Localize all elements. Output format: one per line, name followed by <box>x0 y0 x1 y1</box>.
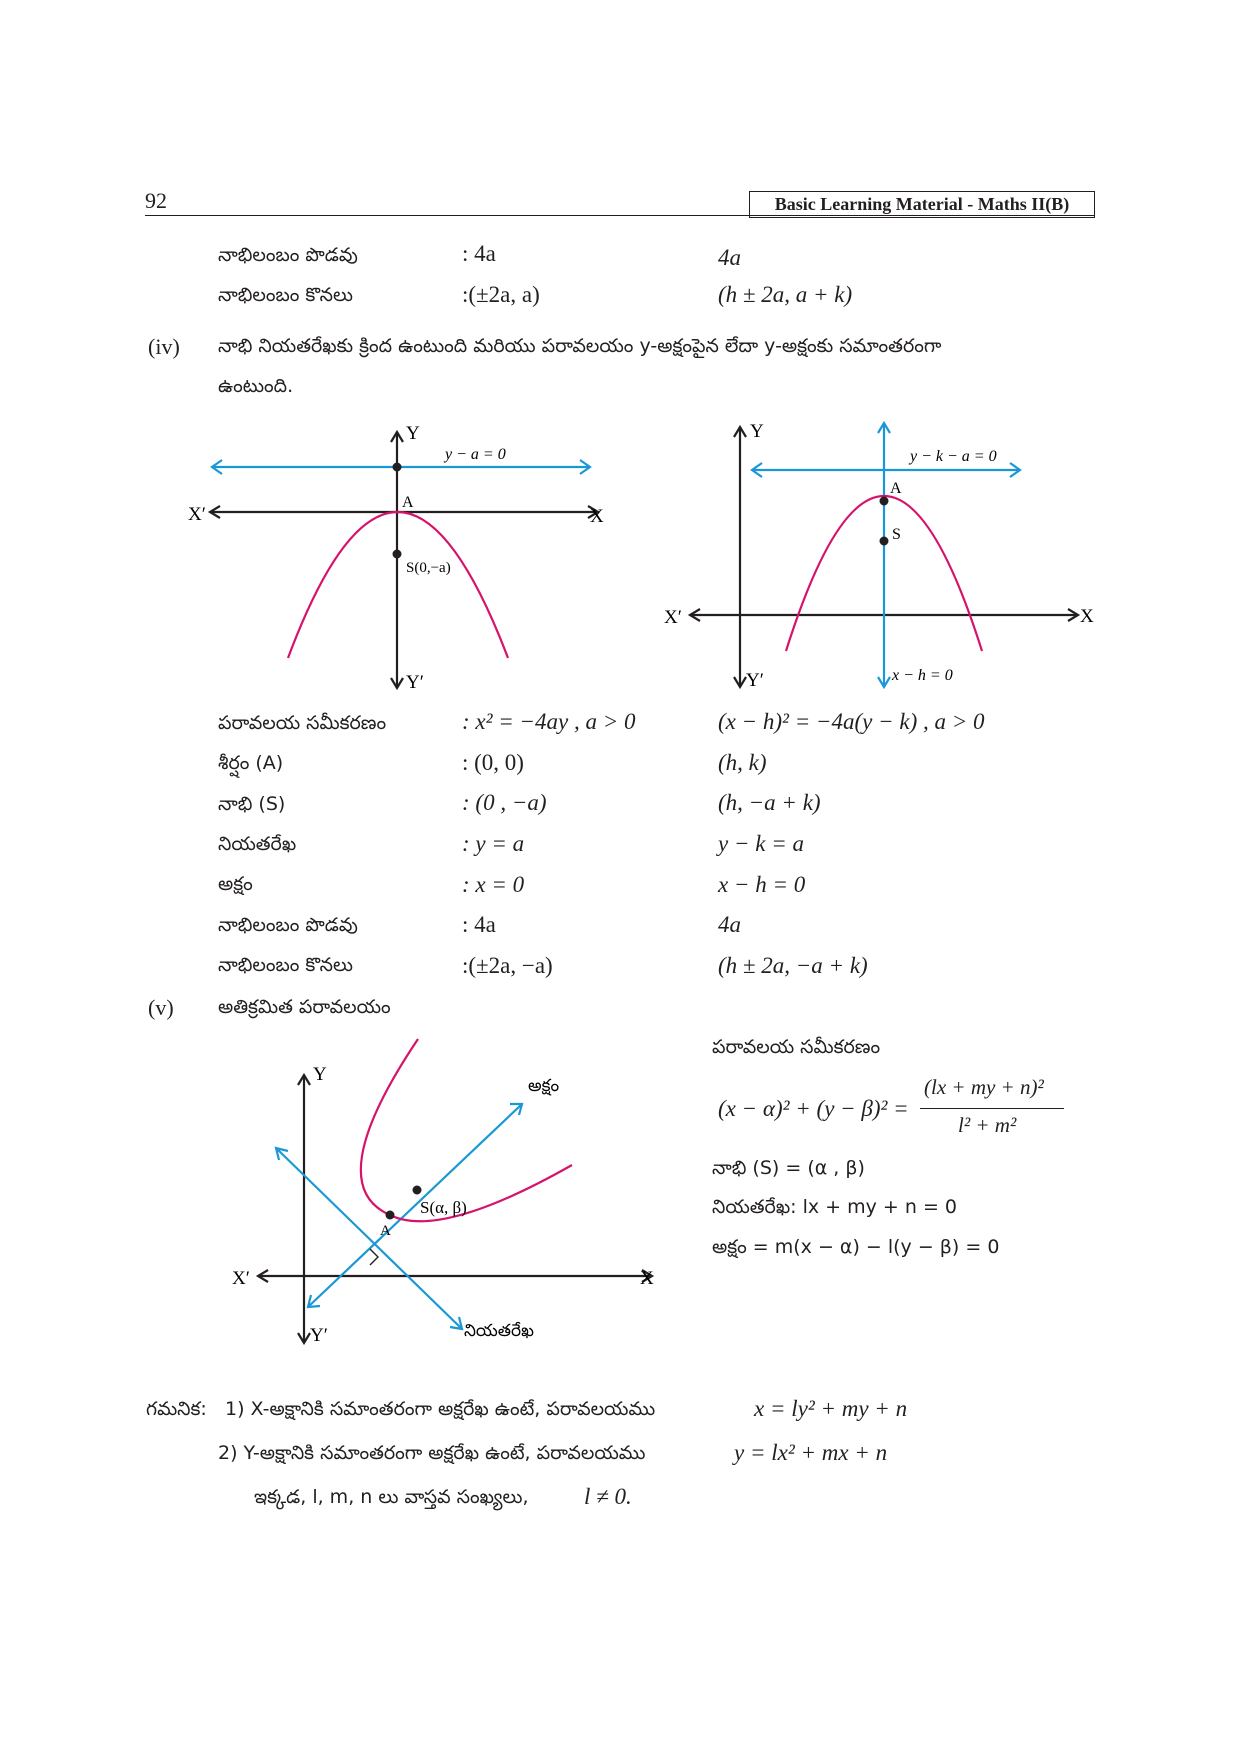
directrix-label: y − k − a = 0 <box>910 448 997 465</box>
vertex-row-label: శీర్షం (A) <box>218 752 284 774</box>
y-label: Y <box>313 1064 327 1085</box>
note-line1-text: 1) X-అక్షానికి సమాంతరంగా అక్షరేఖ ఉంటే, పరావలయము <box>225 1398 656 1420</box>
case-v-number: (v) <box>148 995 174 1020</box>
latus-ends-row-value2: (h ± 2a, −a + k) <box>718 953 868 978</box>
focus-label: S(α, β) <box>420 1198 467 1217</box>
case-v-equation-numerator: (lx + my + n)² <box>924 1075 1044 1099</box>
x-prime-label: X′ <box>664 607 682 628</box>
latus-rectum-ends-value2: (h ± 2a, a + k) <box>718 282 853 307</box>
latus-ends-row-value1: :(±2a, −a) <box>462 953 553 978</box>
latus-length-row-value1: : 4a <box>462 912 496 937</box>
note-line2-text: 2) Y-అక్షానికి సమాంతరంగా అక్షరేఖ ఉంటే, పరావలయము <box>218 1442 646 1464</box>
focus-row-value2: (h, −a + k) <box>718 790 821 815</box>
case-v-equation-heading: పరావలయ సమీకరణం <box>712 1036 881 1058</box>
latus-length-row-label: నాభిలంబం పొడవు <box>218 914 358 936</box>
vertex-label: A <box>380 1223 391 1239</box>
axis-row-value1: : x = 0 <box>462 872 525 897</box>
note-line3-text: ఇక్కడ, l, m, n లు వాస్తవ సంఖ్యలు, <box>254 1486 529 1508</box>
latus-rectum-length-label: నాభిలంబం పొడవు <box>218 244 358 266</box>
header-rule <box>145 215 1095 216</box>
note-line3-math: l ≠ 0. <box>584 1484 632 1509</box>
y-label: Y <box>406 423 420 444</box>
latus-rectum-length-value2: 4a <box>718 245 741 270</box>
focus-label: S <box>892 526 901 543</box>
y-label: Y <box>750 421 764 442</box>
focus-label: S(0,−a) <box>406 560 451 576</box>
vertex-row-value1: : (0, 0) <box>462 750 524 775</box>
directrix-label: నియతరేఖ <box>464 1321 534 1340</box>
vertex-label: A <box>890 480 902 497</box>
case-iv-right-figure <box>660 415 1100 695</box>
latus-rectum-ends-label: నాభిలంబం కొనలు <box>218 284 353 306</box>
y-prime-label: Y′ <box>310 1325 328 1346</box>
directrix-label: y − a = 0 <box>445 446 506 463</box>
case-iv-description-line1: నాభి నియతరేఖకు క్రింద ఉంటుంది మరియు పరావలయం y-అక్షంపైన లేదా y-అక్షంకు సమాంతరంగా <box>218 335 942 357</box>
case-v-directrix-line: నియతరేఖ: lx + my + n = 0 <box>712 1196 958 1218</box>
axis-row-value2: x − h = 0 <box>718 872 806 897</box>
case-v-axis-line: అక్షం = m(x − α) − l(y − β) = 0 <box>712 1236 1000 1258</box>
rotated-parabola-curve <box>361 1039 572 1221</box>
x-label: X <box>1080 606 1094 627</box>
equation-label: పరావలయ సమీకరణం <box>218 712 387 734</box>
y-prime-label: Y′ <box>746 670 764 691</box>
focus-point <box>880 537 889 546</box>
vertex-row-value2: (h, k) <box>718 750 767 775</box>
latus-length-row-value2: 4a <box>718 912 741 937</box>
fraction-bar <box>920 1108 1064 1109</box>
vertex-point <box>386 1211 395 1220</box>
x-label: X <box>590 506 604 527</box>
equation-value1: : x² = −4ay , a > 0 <box>462 709 636 734</box>
case-v-equation-lhs: (x − α)² + (y − β)² = <box>718 1096 909 1121</box>
focus-row-label: నాభి (S) <box>218 793 286 815</box>
case-v-focus-line: నాభి (S) = (α , β) <box>712 1157 865 1179</box>
case-iv-left-figure <box>180 420 620 700</box>
vertex-point <box>880 497 889 506</box>
x-prime-label: X′ <box>188 504 206 525</box>
directrix-row-label: నియతరేఖ <box>218 833 297 855</box>
right-angle-marker <box>370 1249 378 1265</box>
case-v-figure <box>220 1035 680 1355</box>
x-label: X <box>640 1268 654 1289</box>
axis-label: అక్షం <box>528 1076 560 1095</box>
note-line1-math: x = ly² + my + n <box>754 1396 908 1421</box>
case-iv-description-line2: ఉంటుంది. <box>218 375 294 397</box>
directrix-row-value2: y − k = a <box>718 831 804 856</box>
latus-rectum-length-value1: : 4a <box>462 241 496 266</box>
note-label: గమనిక: <box>146 1398 207 1420</box>
latus-ends-row-label: నాభిలంబం కొనలు <box>218 954 353 976</box>
vertex-label: A <box>402 494 414 511</box>
y-prime-label: Y′ <box>406 672 424 693</box>
x-prime-label: X′ <box>232 1268 250 1289</box>
axis-row-label: అక్షం <box>218 873 253 895</box>
case-iv-number: (iv) <box>148 334 180 359</box>
axis-label: x − h = 0 <box>892 667 953 684</box>
case-v-equation-denominator: l² + m² <box>958 1113 1017 1137</box>
case-v-title: అతిక్రమిత పరావలయం <box>218 996 391 1018</box>
directrix-row-value1: : y = a <box>462 831 525 856</box>
directrix-intersection-point <box>393 463 402 472</box>
book-title: Basic Learning Material - Maths II(B) <box>749 191 1095 218</box>
note-line2-math: y = lx² + mx + n <box>734 1440 888 1465</box>
focus-point <box>413 1186 422 1195</box>
equation-value2: (x − h)² = −4a(y − k) , a > 0 <box>718 709 985 734</box>
latus-rectum-ends-value1: :(±2a, a) <box>462 282 540 307</box>
focus-point <box>393 550 402 559</box>
page-number: 92 <box>145 188 167 213</box>
focus-row-value1: : (0 , −a) <box>462 790 547 815</box>
